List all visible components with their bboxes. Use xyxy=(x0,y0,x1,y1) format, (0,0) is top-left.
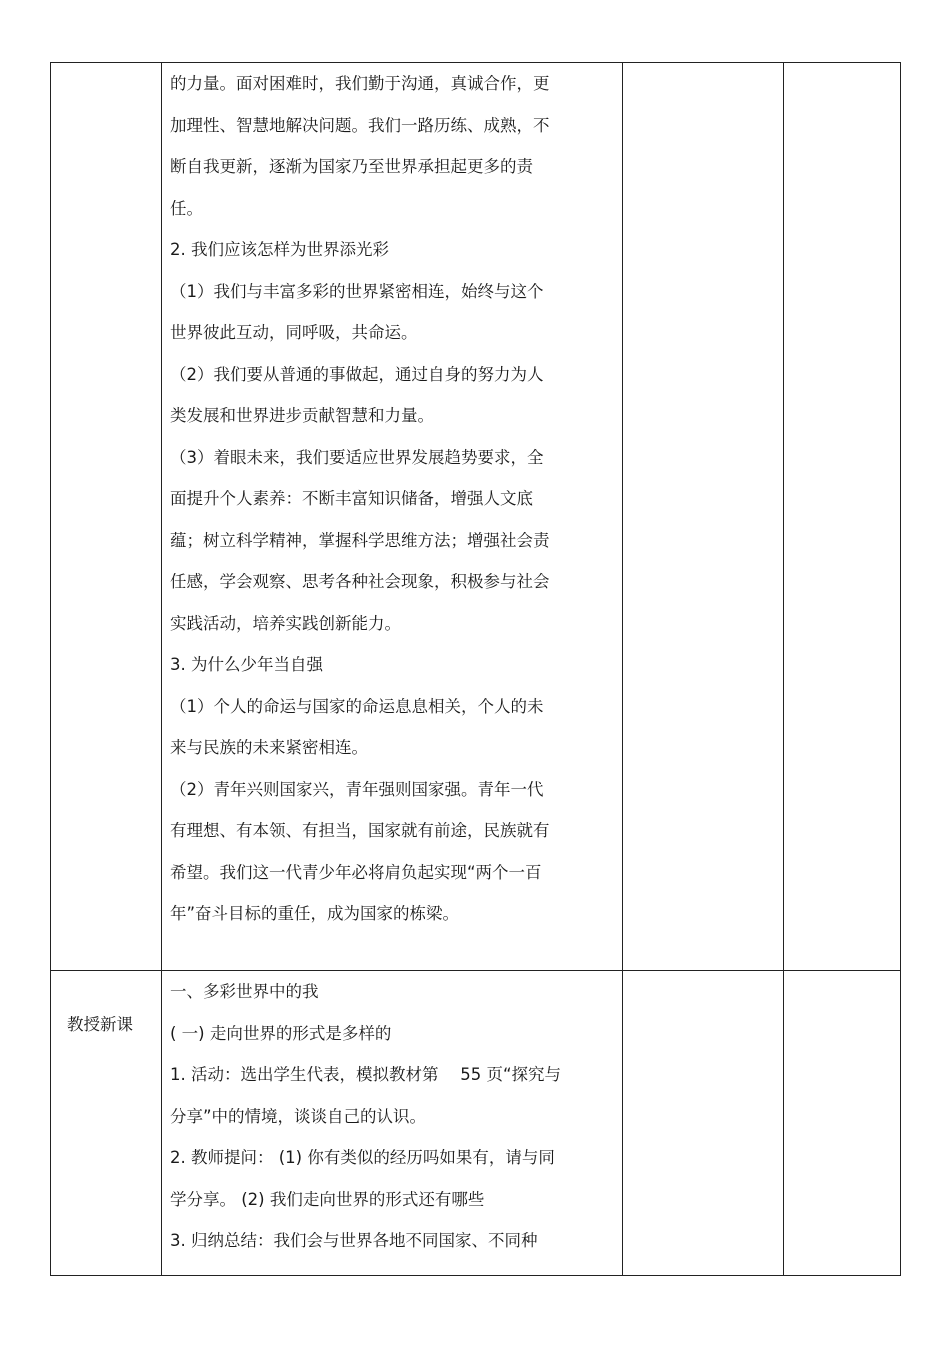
text-line: 加理性、智慧地解决问题。我们一路历练、成熟，不 xyxy=(170,115,550,135)
empty-cell xyxy=(623,971,784,1276)
text-line: 蕴；树立科学精神，掌握科学思维方法；增强社会责 xyxy=(170,530,550,550)
section-label-cell xyxy=(51,63,162,971)
text-line: （1）个人的命运与国家的命运息息相关，个人的未 xyxy=(170,696,544,716)
content-cell xyxy=(162,63,623,971)
section-label: 教授新课 xyxy=(67,1015,133,1034)
text-line: （1）我们与丰富多彩的世界紧密相连，始终与这个 xyxy=(170,281,544,301)
lesson-plan-table xyxy=(50,62,901,1276)
section-label xyxy=(51,63,161,105)
text-line: 分享”中的情境，谈谈自己的认识。 xyxy=(170,1106,427,1126)
text-line: 面提升个人素养：不断丰富知识储备，增强人文底 xyxy=(170,489,533,508)
text-line: 的力量。面对困难时，我们勤于沟通，真诚合作，更 xyxy=(170,74,550,93)
text-line: 任感，学会观察、思考各种社会现象，积极参与社会 xyxy=(170,572,550,591)
text-line: 世界彼此互动，同呼吸，共命运。 xyxy=(170,323,418,342)
text-line: 学分享。 (2) 我们走向世界的形式还有哪些 xyxy=(170,1189,485,1209)
text-line: ( 一) 走向世界的形式是多样的 xyxy=(170,1023,392,1043)
text-line: 1. 活动：选出学生代表，模拟教材第 55 页“探究与 xyxy=(170,1065,562,1084)
text-line: 任。 xyxy=(170,198,203,218)
text-line: 3. 归纳总结：我们会与世界各地不同国家、不同种 xyxy=(170,1231,538,1250)
content-cell xyxy=(162,971,623,1276)
text-line: 类发展和世界进步贡献智慧和力量。 xyxy=(170,406,434,425)
text-line: 断自我更新，逐渐为国家乃至世界承担起更多的责 xyxy=(170,157,533,176)
table-row xyxy=(51,63,901,971)
text-line: 2. 我们应该怎样为世界添光彩 xyxy=(170,240,389,259)
text-line: 2. 教师提问： (1) 你有类似的经历吗如果有，请与同 xyxy=(170,1148,555,1167)
text-line: 3. 为什么少年当自强 xyxy=(170,655,323,674)
text-line: （2）青年兴则国家兴，青年强则国家强。青年一代 xyxy=(170,779,544,799)
empty-cell xyxy=(784,971,901,1276)
text-line: （3）着眼未来，我们要适应世界发展趋势要求，全 xyxy=(170,447,544,467)
empty-cell xyxy=(623,63,784,971)
text-line: 希望。我们这一代青少年必将肩负起实现“两个一百 xyxy=(170,862,542,882)
content-text xyxy=(162,971,622,1262)
text-line: 有理想、有本领、有担当，国家就有前途，民族就有 xyxy=(170,821,550,840)
content-text xyxy=(162,63,622,935)
text-line: 一、多彩世界中的我 xyxy=(170,982,319,1001)
text-line: 实践活动，培养实践创新能力。 xyxy=(170,613,401,633)
text-line: 年”奋斗目标的重任，成为国家的栋梁。 xyxy=(170,904,460,923)
table-row xyxy=(51,971,901,1276)
section-label-cell xyxy=(51,971,162,1276)
empty-cell xyxy=(784,63,901,971)
text-line: 来与民族的未来紧密相连。 xyxy=(170,738,368,757)
text-line: （2）我们要从普通的事做起，通过自身的努力为人 xyxy=(170,364,544,384)
